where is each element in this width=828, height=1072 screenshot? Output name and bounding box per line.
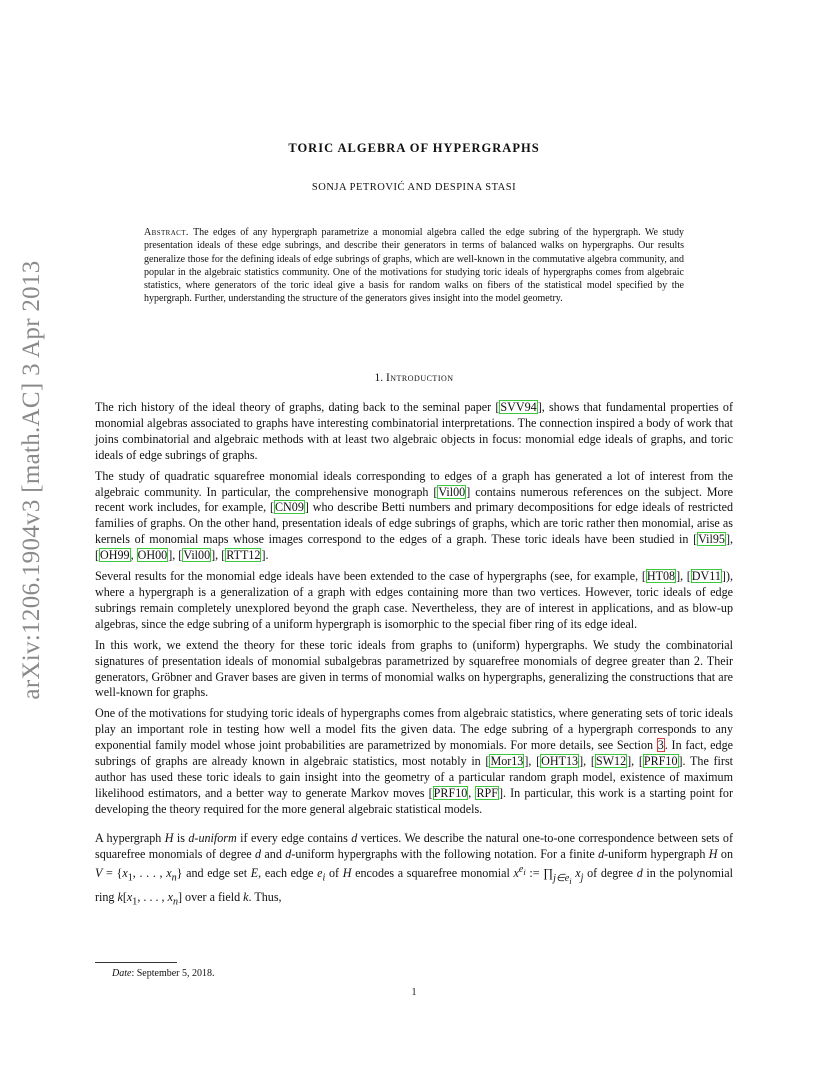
text-run: , . . . ,	[132, 866, 167, 881]
paragraph-3: Several results for the monomial edge ideals have been extended to the case of hypergraphs (see, for example, [HT08], [DV11]), where a hypergraph is a generalization of a graph with edges containing more than two vertices. However, toric ideals of edge subrings remain completely unexplored beyond the graph case. Nevertheless, they are of interest in applications, and as blow-up algebras, since the edge subring of a uniform hypergraph is isomorphic to the special fiber ring of its edge ideal.	[95, 569, 734, 631]
text-run: ,	[130, 548, 137, 563]
text-run: , shows that fundamental properties of monomial algebras associated to graphs have interesting combinatorial interpretations. The connection inspired a body of work that joins combinatorial and algebraic methods with at least two algebraic objects in focus: monomial edge ideals of graphs, and toric ideals of edge subrings of graphs.	[95, 400, 733, 462]
page-number: 1	[411, 987, 417, 998]
paragraph-6	[95, 831, 733, 910]
math-symbol: x	[126, 889, 133, 904]
paper-authors: SONJA PETROVIĆ AND DESPINA STASI	[311, 182, 517, 193]
citation-link[interactable]: OHT13	[541, 754, 579, 769]
text-run: } and edge set	[176, 866, 251, 881]
text-run: The study of quadratic squarefree monomial ideals corresponding to edges of a graph has generated a lot of interest from the algebraic community. In particular, the comprehensive monograph	[95, 468, 733, 499]
citation-link[interactable]: PRF10	[433, 785, 468, 800]
text-run: -uniform	[194, 830, 237, 845]
text-run: The rich history of the ideal theory of graphs, dating back to the seminal paper	[95, 400, 496, 414]
text-run: Several results for the monomial edge ideals have been extended to the case of hypergraphs (see, for example,	[95, 569, 642, 584]
citation-link[interactable]: DV11	[691, 569, 721, 584]
citation-link[interactable]: PRF10	[643, 754, 678, 769]
math-subscript: n	[171, 872, 177, 884]
text-run: on	[717, 846, 733, 861]
text-run: . The first author has used these toric ideals to gain insight into the geometry of a particular random graph model, existence of maximum likelihood estimators, and a better way to generate Markov moves	[95, 754, 734, 800]
math-symbol: H	[342, 866, 352, 881]
abstract	[144, 226, 684, 306]
citation-link[interactable]: OH00	[137, 548, 168, 563]
citation-link[interactable]: HT08	[646, 569, 676, 584]
citation-link[interactable]: Vil00	[183, 548, 211, 563]
math-symbol: d	[351, 830, 358, 845]
citation-link[interactable]: OH99	[100, 548, 130, 563]
text-run: of degree	[583, 866, 637, 881]
text-run: .	[265, 548, 269, 563]
text-run: ,	[680, 569, 687, 584]
section-title: Introduction	[385, 372, 454, 384]
math-symbol: d	[254, 846, 262, 861]
text-run: , each edge	[258, 866, 318, 881]
text-run: [	[122, 889, 127, 904]
math-symbol: d	[636, 866, 643, 881]
text-run: and	[261, 846, 286, 861]
abstract-label: Abstract.	[144, 227, 189, 238]
math-symbol: x	[122, 866, 128, 881]
arxiv-identifier-text: arXiv:1206.1904v3 [math.AC] 3 Apr 2013	[18, 260, 45, 700]
math-symbol: x	[167, 889, 173, 904]
text-run: encodes a squarefree monomial	[351, 866, 514, 881]
text-run: contains numerous references on the subject. More recent work includes, for example,	[95, 484, 734, 515]
term-d-uniform	[188, 831, 236, 845]
text-run: . In particular, this work is a starting point for developing the theory required for the more general algebraic statistical models.	[95, 785, 733, 816]
text-run: ] over a field	[178, 889, 244, 904]
math-symbol: H	[164, 830, 174, 845]
math-subscript: j∈e	[553, 872, 570, 884]
math-symbol: V	[95, 866, 103, 881]
paper-title: TORIC ALGEBRA OF HYPERGRAPHS	[288, 141, 540, 155]
text-run: ), where a hypergraph is a generalization of a graph with edges containing more than two vertices. However, toric ideals of edge subrings remain completely unexplored beyond the graph case. Nevertheless, they are of interest in applications, and as blow-up algebras, since the edge subring of a uniform hypergraph is isomorphic to the special fiber ring of its edge ideal.	[95, 569, 734, 631]
math-subscript: i	[569, 876, 572, 886]
text-run: -uniform hypergraph	[604, 846, 709, 861]
text-run: ,	[172, 548, 179, 563]
math-symbol: H	[708, 846, 718, 861]
math-symbol: x	[513, 866, 519, 881]
math-symbol: k	[243, 889, 249, 904]
math-subscript: i	[322, 872, 326, 884]
footnote-text: : September 5, 2018.	[131, 968, 215, 979]
math-subscript: n	[172, 896, 178, 908]
section-link[interactable]: 3	[657, 738, 664, 753]
text-run: . In fact, edge subrings of graphs are already known in algebraic statistics, most notably in	[95, 738, 733, 769]
citation-link[interactable]: CN09	[274, 500, 304, 515]
math-symbol: d	[285, 846, 292, 861]
text-run: vertices. We describe the natural one-to-one correspondence between sets of squarefree monomials of degree	[95, 830, 733, 861]
text-run: ,	[631, 754, 639, 769]
math-symbol: d	[598, 846, 605, 861]
citation-link[interactable]: SVV94	[500, 400, 537, 414]
math-symbol: x	[166, 866, 172, 881]
arxiv-identifier-stamp	[12, 260, 52, 700]
text-run: One of the motivations for studying toric ideals of hypergraphs comes from algebraic statistics, where generating sets of toric ideals play an important role in testing how well a model fits the given data. The edge subring of a hypergraph corresponds to any exponential family model whose joint probabilities are parametrized by monomials. For more details, see Section	[95, 706, 733, 753]
paragraph-4	[95, 638, 733, 702]
math-subscript: 1	[132, 896, 138, 908]
text-run: in the polynomial ring	[95, 866, 734, 904]
citation-link[interactable]: Mor13	[490, 754, 524, 769]
section-number: 1.	[374, 372, 384, 384]
math-symbol: e	[317, 866, 323, 881]
text-run: ,	[729, 532, 733, 547]
math-symbol: x	[575, 866, 581, 881]
text-run: . Thus,	[248, 889, 282, 904]
math-superscript: e	[518, 864, 524, 876]
footnote-label: Date	[112, 968, 132, 979]
paragraph-1: The rich history of the ideal theory of graphs, dating back to the seminal paper [SVV94], shows that fundamental properties of monomial algebras associated to graphs have interesting combinatorial interpretations. The connection inspired a body of work that joins combinatorial and algebraic methods with at least two algebraic objects in focus: monomial edge ideals of graphs, and toric ideals of edge subrings of graphs.	[95, 400, 733, 462]
citation-link[interactable]: Vil95	[698, 532, 725, 547]
text-run: ,	[215, 548, 222, 563]
footnote-rule	[95, 962, 177, 963]
section-heading	[0, 372, 828, 384]
text-run: ,	[528, 754, 537, 769]
abstract-text: The edges of any hypergraph parametrize a monomial algebra called the edge subring of the hypergraph. We study presentation ideals of these edge subrings, and describe their generators in terms of balanced walks on hypergraphs. Our results generalize those for the defining ideals of edge subrings of graphs, which are well-known in the commutative algebra community, and popular in the algebraic statistics community. One of the motivations for studying toric ideals of hypergraphs comes from algebraic statistics, where generators of the toric ideal give a basis for random walks on fibers of the statistical model specified by the hypergraph. Further, understanding the structure of the generators gives insight into the model geometry.	[144, 227, 684, 305]
footnote	[112, 968, 215, 979]
text-run: if every edge contains	[236, 830, 352, 845]
text-run: In this work, we extend the theory for these toric ideals from graphs to (uniform) hypergraphs. We study the combinatorial signatures of presentation ideals of monomial subalgebras parametrized by squarefree monomials of degree greater than 2. Their generators, Gröbner and Graver bases are given in terms of monomial walks on hypergraphs, generalizing the constructions that are well-known for graphs.	[95, 637, 733, 700]
math-subscript: j	[580, 872, 584, 884]
paragraph-5: One of the motivations for studying toric ideals of hypergraphs comes from algebraic statistics, where generating sets of toric ideals play an important role in testing how well a model fits the given data. The edge subring of a hypergraph corresponds to any exponential family model whose joint probabilities are parametrized by monomials. For more details, see Section 3. In fact, edge subrings of graphs are already known in algebraic statistics, most notably in [Mor13], [OHT13], [SW12], [PRF10]. The first author has used these toric ideals to gain insight into the geometry of a particular random graph model, existence of maximum likelihood estimators, and a better way to generate Markov moves [PRF10, RPF]. In particular, this work is a starting point for developing the theory required for the more general algebraic statistical models.	[95, 706, 734, 816]
citation-link[interactable]: RTT12	[226, 548, 261, 563]
text-run: ,	[468, 785, 476, 800]
text-run: -uniform hypergraphs with the following notation. For a finite	[291, 846, 599, 861]
citation-link[interactable]: Vil00	[438, 484, 466, 499]
text-run: := ∏	[525, 866, 554, 881]
text-run: is	[173, 830, 189, 845]
body-text	[95, 400, 733, 915]
text-run: of	[325, 866, 343, 881]
citation-link[interactable]: SW12	[595, 754, 627, 769]
text-run: = {	[102, 866, 123, 881]
math-symbol: E	[250, 866, 259, 881]
math-subscript: i	[523, 868, 526, 878]
text-run: , . . . ,	[137, 889, 168, 904]
math-subscript: 1	[127, 872, 133, 884]
text-run: who describe Betti numbers and primary decompositions for edge ideals of restricted families of graphs. On the other hand, presentation ideals of edge subrings of graphs, which are toric rather then monomial, arise as kernels of monomial maps whose images correspond to the edges of a graph. These toric ideals have been studied in	[95, 500, 733, 547]
text-run: ,	[583, 754, 591, 769]
paragraph-2: The study of quadratic squarefree monomial ideals corresponding to edges of a graph has generated a lot of interest from the algebraic community. In particular, the comprehensive monograph [Vil00] contains numerous references on the subject. More recent work includes, for example, [CN09] who describe Betti numbers and primary decompositions for edge ideals of restricted families of graphs. On the other hand, presentation ideals of edge subrings of graphs, which are toric rather then monomial, arise as kernels of monomial maps whose images correspond to the edges of a graph. These toric ideals have been studied in [Vil95], [OH99, OH00], [Vil00], [RTT12].	[95, 468, 734, 563]
math-symbol: d	[188, 830, 195, 845]
math-symbol: k	[117, 889, 123, 904]
citation-link[interactable]: RPF	[476, 785, 498, 800]
text-run: A hypergraph	[95, 830, 165, 845]
